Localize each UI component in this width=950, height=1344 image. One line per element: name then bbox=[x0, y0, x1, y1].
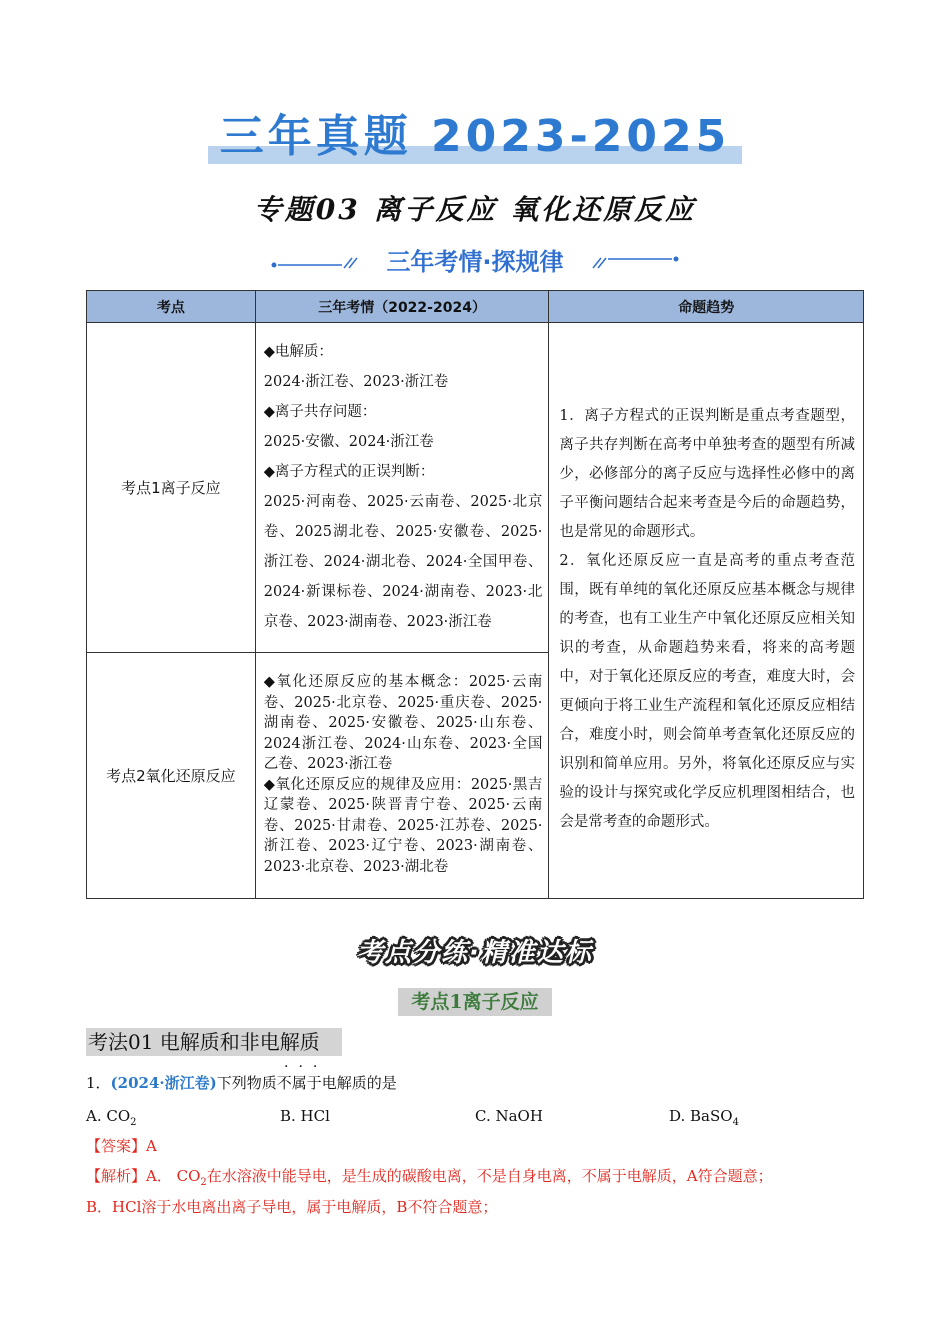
table-header-row bbox=[87, 291, 864, 323]
trend-paragraph: 1．离子方程式的正误判断是重点考查题型，离子共存判断在高考中单独考查的题型有所减少，必修部分的离子反应与选择性必修中的离子平衡问题结合起来考查是今后的命题趋势，也是常见的命题形式。 bbox=[559, 408, 855, 540]
question-number: 1． bbox=[86, 1074, 111, 1092]
kaofa-heading: 考法01 电解质和非电解质 bbox=[86, 1028, 342, 1056]
subject-title: 专题03 离子反应 氧化还原反应 bbox=[253, 193, 697, 226]
years-line: 2025·河南卷、2025·云南卷、2025·北京卷、2025湖北卷、2025·安徽卷、2025·浙江卷、2024·湖北卷、2024·全国甲卷、2024·新课标卷、2024·湖南卷、2023·北京卷、2023·湖南卷、2023·浙江卷 bbox=[263, 493, 543, 630]
question-source: (2024·浙江卷) bbox=[110, 1074, 217, 1092]
point-cell: 考点2氧化还原反应 bbox=[87, 653, 256, 899]
header-trend: 命题趋势 bbox=[549, 291, 864, 323]
decorative-line-right-icon bbox=[590, 254, 680, 270]
title-banner bbox=[205, 110, 745, 170]
years-line: 2024·浙江卷、2023·浙江卷 bbox=[263, 373, 449, 390]
trend-paragraph: 2．氧化还原反应一直是高考的重点考查范围，既有单纯的氧化还原反应基本概念与规律的考查，也有工业生产中氧化还原反应相关知识的考查，从命题趋势来看，将来的高考题中，对于氧化还原反应的考查，难度大时，会更倾向于将工业生产流程和氧化还原反应相结合，难度小时，则会简单考查氧化还原反应的识别和简单应用。另外，将氧化还原反应与实验的设计与探究或化学反应机理图相结合，也会是常考查的命题形式。 bbox=[559, 553, 855, 830]
analysis-line: B．HCl溶于水电离出离子导电，属于电解质，B不符合题意； bbox=[86, 1198, 498, 1216]
years-cell bbox=[255, 653, 549, 899]
years-line: ◆氧化还原反应的规律及应用：2025·黑吉辽蒙卷、2025·陕晋青宁卷、2025·云南卷、2025·甘肃卷、2025·江苏卷、2025·浙江卷、2023·辽宁卷、2023·湖南卷、2023·北京卷、2023·湖北卷 bbox=[263, 776, 543, 875]
option-b: B. HCl bbox=[280, 1107, 330, 1125]
analysis-line: 【解析】A． $CO_2$在水溶液中能导电，是生成的碳酸电离，不是自身电离，不属于电解质，A符合题意； bbox=[86, 1167, 773, 1188]
option-a: A. $CO_2$ bbox=[86, 1107, 137, 1128]
emphasis-dots: ··· bbox=[284, 1059, 328, 1075]
years-line: ◆离子方程式的正误判断： bbox=[263, 463, 435, 480]
section-heading bbox=[270, 244, 680, 280]
section-label: 三年考情·探规律 bbox=[386, 248, 564, 276]
years-cell bbox=[255, 323, 549, 653]
table-row bbox=[87, 323, 864, 653]
practice-title: 考点分练·精准达标 bbox=[357, 938, 593, 968]
kaodian-heading: 考点1离子反应 bbox=[398, 988, 552, 1016]
years-line: 2025·安徽、2024·浙江卷 bbox=[263, 433, 434, 450]
question-text: 下列物质不属于电解质的是 bbox=[216, 1074, 397, 1092]
trend-cell bbox=[549, 323, 864, 899]
point-cell: 考点1离子反应 bbox=[87, 323, 256, 653]
banner-title: 三年真题 2023-2025 bbox=[219, 111, 731, 162]
years-line: ◆电解质： bbox=[263, 343, 333, 360]
years-line: ◆氧化还原反应的基本概念：2025·云南卷、2025·北京卷、2025·重庆卷、2025·湖南卷、2025·安徽卷、2025·山东卷、2024浙江卷、2024·山东卷、2023·全国乙卷、2023·浙江卷 bbox=[263, 674, 543, 772]
years-line: ◆离子共存问题： bbox=[263, 403, 377, 420]
header-point: 考点 bbox=[87, 291, 256, 323]
question-stem bbox=[86, 1072, 397, 1094]
answer: 【答案】A bbox=[86, 1137, 157, 1155]
option-c: C. NaOH bbox=[475, 1107, 543, 1125]
header-years: 三年考情（2022-2024） bbox=[255, 291, 549, 323]
exam-overview-table bbox=[86, 290, 864, 899]
option-d: D. BaSO$_4$ bbox=[669, 1107, 739, 1128]
